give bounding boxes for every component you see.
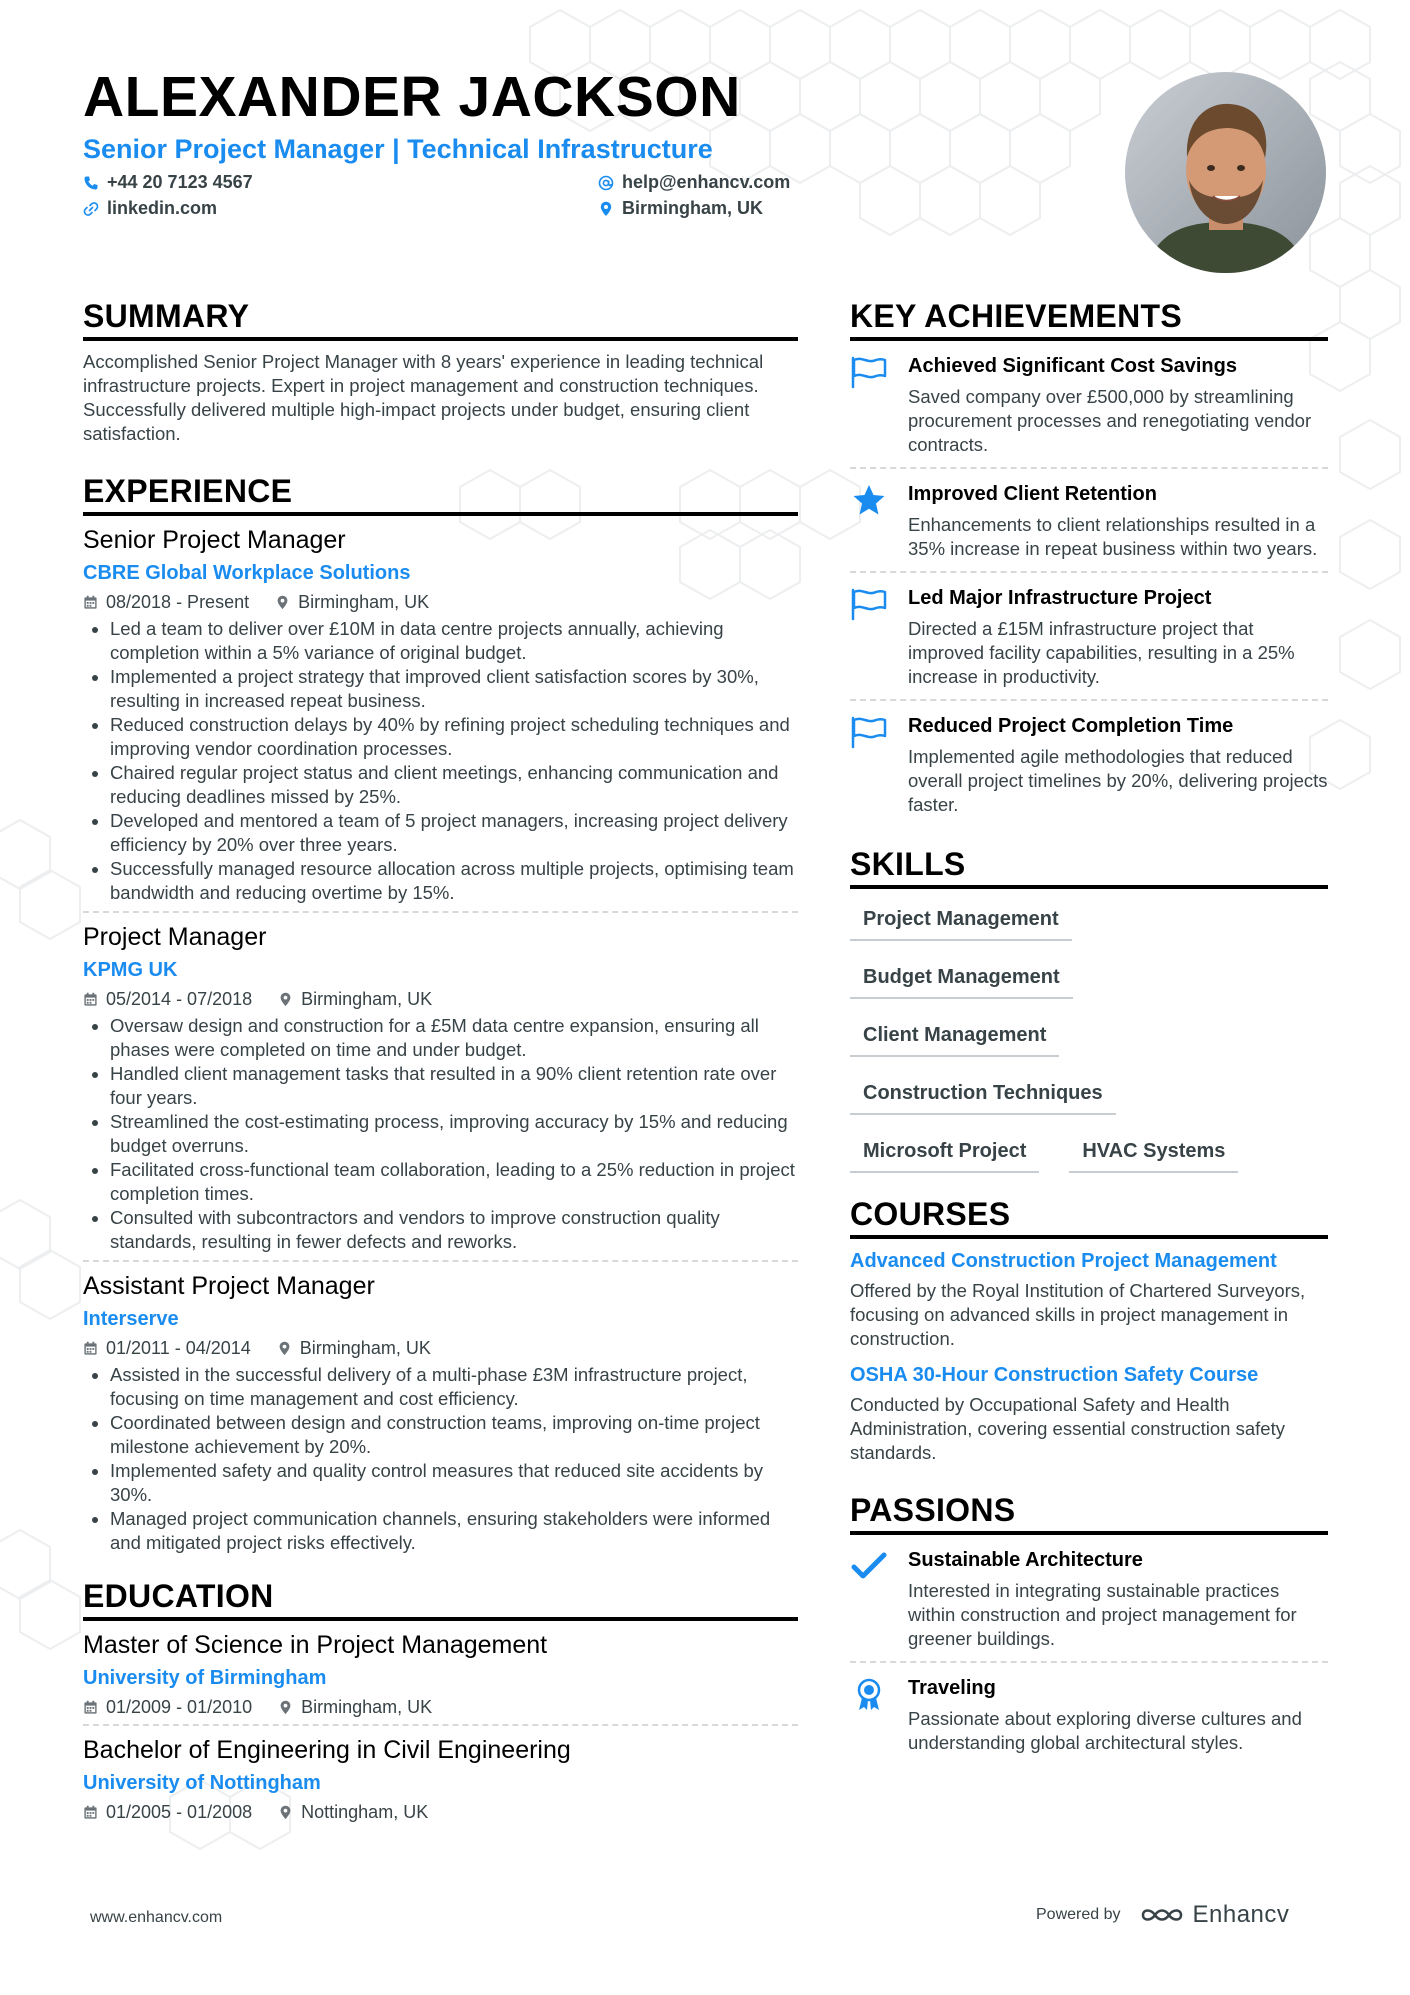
achievement-desc: Enhancements to client relationships resulted in a 35% increase in repeat business within two years. xyxy=(908,514,1318,559)
link-icon xyxy=(83,201,99,217)
flag-icon xyxy=(850,355,888,389)
job-bullet: • Led a team to deliver over £10M in data centre projects annually, achieving completion within a 5% variance of original budget. xyxy=(110,617,798,665)
education-dates-text: 01/2009 - 01/2010 xyxy=(106,1697,253,1717)
footer-website[interactable]: www.enhancv.com xyxy=(90,1909,223,1926)
phone-text: +44 20 7123 4567 xyxy=(107,172,253,192)
divider xyxy=(83,1260,798,1262)
calendar-icon xyxy=(83,595,98,610)
location-pin-icon xyxy=(598,201,614,217)
skill-tag: Budget Management xyxy=(850,957,1073,999)
experience-section xyxy=(83,472,798,1555)
course-item xyxy=(850,1361,1328,1465)
education-meta xyxy=(83,1801,798,1823)
courses-section xyxy=(850,1195,1328,1465)
passions-heading: PASSIONS xyxy=(850,1491,1328,1535)
job-title: Assistant Project Manager xyxy=(83,1272,375,1300)
job-bullets xyxy=(83,1014,798,1254)
profile-photo xyxy=(1125,72,1326,273)
job-entry xyxy=(83,524,798,913)
location-pin-icon xyxy=(277,1341,292,1356)
powered-by-label: Powered by xyxy=(1036,1906,1121,1923)
medal-icon xyxy=(850,1677,888,1711)
job-location-text: Birmingham, UK xyxy=(301,989,433,1009)
education-heading: EDUCATION xyxy=(83,1577,798,1621)
job-dates xyxy=(83,988,252,1010)
achievement-title: Improved Client Retention xyxy=(908,483,1157,505)
education-location xyxy=(278,1696,432,1718)
job-bullet: • Implemented a project strategy that improved client satisfaction scores by 30%, resulting in increased repeat business. xyxy=(110,665,798,713)
right-column xyxy=(850,297,1328,1765)
job-entry xyxy=(83,921,798,1262)
enhancv-logo[interactable] xyxy=(1139,1901,1290,1929)
education-dates xyxy=(83,1696,252,1718)
check-icon xyxy=(850,1549,888,1583)
calendar-icon xyxy=(83,1805,98,1820)
flag-icon xyxy=(850,715,888,749)
skill-tag: Client Management xyxy=(850,1015,1059,1057)
education-entry xyxy=(83,1734,798,1823)
education-section xyxy=(83,1577,798,1823)
phone-icon xyxy=(83,175,99,191)
degree-title: Master of Science in Project Management xyxy=(83,1631,548,1659)
passion-desc: Interested in integrating sustainable practices within construction and project management for greener buildings. xyxy=(908,1580,1297,1649)
linkedin-text: linkedin.com xyxy=(107,198,218,218)
job-meta xyxy=(83,1337,798,1359)
courses-heading: COURSES xyxy=(850,1195,1328,1239)
job-dates-text: 08/2018 - Present xyxy=(106,592,250,612)
email-contact[interactable] xyxy=(598,172,790,193)
job-bullet: • Handled client management tasks that resulted in a 90% client retention rate over four years. xyxy=(110,1062,798,1110)
course-title: Advanced Construction Project Management xyxy=(850,1250,1277,1272)
education-dates xyxy=(83,1801,252,1823)
location-pin-icon xyxy=(278,1805,293,1820)
course-desc: Conducted by Occupational Safety and Health Administration, covering essential construction safety standards. xyxy=(850,1394,1285,1463)
location-pin-icon xyxy=(278,1700,293,1715)
job-bullet: • Consulted with subcontractors and vendors to improve construction quality standards, resulting in fewer defects and reworks. xyxy=(110,1206,798,1254)
flag-icon xyxy=(850,587,888,621)
achievement-item xyxy=(850,341,1328,469)
degree-title: Bachelor of Engineering in Civil Engineering xyxy=(83,1736,571,1764)
job-title: Senior Project Manager xyxy=(83,526,346,554)
job-location xyxy=(275,591,429,613)
passions-section xyxy=(850,1491,1328,1765)
divider xyxy=(83,1724,798,1726)
job-dates-text: 01/2011 - 04/2014 xyxy=(106,1338,251,1358)
achievement-title: Led Major Infrastructure Project xyxy=(908,587,1212,609)
education-meta xyxy=(83,1696,798,1718)
achievement-desc: Implemented agile methodologies that reduced overall project timelines by 20%, delivering projects faster. xyxy=(908,746,1328,815)
achievements-section xyxy=(850,297,1328,827)
job-bullet: • Coordinated between design and construction teams, improving on-time project milestone achievement by 20%. xyxy=(110,1411,798,1459)
education-location-text: Birmingham, UK xyxy=(301,1697,433,1717)
skill-tag: Construction Techniques xyxy=(850,1073,1116,1115)
candidate-name: ALEXANDER JACKSON xyxy=(83,65,741,129)
location-pin-icon xyxy=(278,992,293,1007)
job-bullets xyxy=(83,617,798,905)
summary-heading: SUMMARY xyxy=(83,297,798,341)
achievements-heading: KEY ACHIEVEMENTS xyxy=(850,297,1328,341)
education-entry xyxy=(83,1629,798,1726)
summary-text: Accomplished Senior Project Manager with 8 years' experience in leading technical infrastructure projects. Expert in project management and construction techniques. Successfully delivered multiple high-impact projects under budget, ensuring client satisfaction. xyxy=(83,351,764,444)
skills-heading: SKILLS xyxy=(850,845,1328,889)
avatar xyxy=(1125,72,1326,273)
job-bullet: • Streamlined the cost-estimating process, improving accuracy by 15% and reducing budget overruns. xyxy=(110,1110,798,1158)
passion-item xyxy=(850,1535,1328,1663)
job-bullet: • Successfully managed resource allocation across multiple projects, optimising team bandwidth and reducing overtime by 15%. xyxy=(110,857,798,905)
job-bullets xyxy=(83,1363,798,1555)
job-bullet: • Facilitated cross-functional team collaboration, leading to a 25% reduction in project completion times. xyxy=(110,1158,798,1206)
job-meta xyxy=(83,988,798,1010)
job-bullet: • Developed and mentored a team of 5 project managers, increasing project delivery efficiency by 20% over three years. xyxy=(110,809,798,857)
email-text: help@enhancv.com xyxy=(622,172,791,192)
achievement-title: Achieved Significant Cost Savings xyxy=(908,355,1237,377)
education-location xyxy=(278,1801,428,1823)
job-location xyxy=(277,1337,431,1359)
candidate-title: Senior Project Manager | Technical Infrastructure xyxy=(83,134,713,164)
at-icon xyxy=(598,175,614,191)
job-dates xyxy=(83,591,249,613)
job-bullet: • Managed project communication channels, ensuring stakeholders were informed and mitigated project risks effectively. xyxy=(110,1507,798,1555)
skill-tag: Project Management xyxy=(850,899,1072,941)
course-item xyxy=(850,1247,1328,1351)
job-location-text: Birmingham, UK xyxy=(299,1338,431,1358)
job-bullet: • Reduced construction delays by 40% by refining project scheduling techniques and improving vendor coordination processes. xyxy=(110,713,798,761)
brand-name: Enhancv xyxy=(1192,1901,1290,1928)
job-title: Project Manager xyxy=(83,923,267,951)
company-name: Interserve xyxy=(83,1308,179,1330)
linkedin-contact[interactable] xyxy=(83,198,217,219)
passion-desc: Passionate about exploring diverse cultures and understanding global architectural styles. xyxy=(908,1708,1302,1753)
divider xyxy=(83,911,798,913)
phone-contact xyxy=(83,172,253,193)
company-name: KPMG UK xyxy=(83,959,178,981)
location-contact xyxy=(598,198,763,219)
company-name: CBRE Global Workplace Solutions xyxy=(83,562,411,584)
experience-heading: EXPERIENCE xyxy=(83,472,798,516)
summary-section xyxy=(83,297,798,446)
calendar-icon xyxy=(83,1341,98,1356)
location-pin-icon xyxy=(275,595,290,610)
job-location-text: Birmingham, UK xyxy=(298,592,430,612)
job-meta xyxy=(83,591,798,613)
enhancv-logo-icon xyxy=(1139,1903,1185,1927)
achievement-item xyxy=(850,701,1328,827)
location-text: Birmingham, UK xyxy=(622,198,764,218)
job-location xyxy=(278,988,432,1010)
calendar-icon xyxy=(83,1700,98,1715)
school-name: University of Birmingham xyxy=(83,1667,327,1689)
job-bullet: • Implemented safety and quality control measures that reduced site accidents by 30%. xyxy=(110,1459,798,1507)
course-desc: Offered by the Royal Institution of Chartered Surveyors, focusing on advanced skills in project management in construction. xyxy=(850,1280,1306,1349)
achievement-title: Reduced Project Completion Time xyxy=(908,715,1234,737)
skill-tag: HVAC Systems xyxy=(1069,1131,1238,1173)
course-title: OSHA 30-Hour Construction Safety Course xyxy=(850,1364,1259,1386)
job-bullet: • Oversaw design and construction for a £5M data centre expansion, ensuring all phases were completed on time and under budget. xyxy=(110,1014,798,1062)
passion-title: Sustainable Architecture xyxy=(908,1549,1143,1571)
skills-section xyxy=(850,845,1328,1189)
skills-list xyxy=(850,899,1328,1189)
job-entry xyxy=(83,1270,798,1555)
footer-branding xyxy=(1036,1901,1289,1929)
education-location-text: Nottingham, UK xyxy=(301,1802,429,1822)
achievement-item xyxy=(850,573,1328,701)
passion-title: Traveling xyxy=(908,1677,996,1699)
job-dates-text: 05/2014 - 07/2018 xyxy=(106,989,253,1009)
passion-item xyxy=(850,1663,1328,1765)
school-name: University of Nottingham xyxy=(83,1772,321,1794)
job-dates xyxy=(83,1337,251,1359)
left-column xyxy=(83,297,798,1823)
education-dates-text: 01/2005 - 01/2008 xyxy=(106,1802,253,1822)
achievement-desc: Saved company over £500,000 by streamlining procurement processes and renegotiating vendor contracts. xyxy=(908,386,1312,455)
calendar-icon xyxy=(83,992,98,1007)
star-icon xyxy=(850,483,888,517)
achievement-item xyxy=(850,469,1328,573)
skill-tag: Microsoft Project xyxy=(850,1131,1039,1173)
achievement-desc: Directed a £15M infrastructure project that improved facility capabilities, resulting in a 25% increase in productivity. xyxy=(908,618,1295,687)
job-bullet: • Chaired regular project status and client meetings, enhancing communication and reducing deadlines missed by 25%. xyxy=(110,761,798,809)
job-bullet: • Assisted in the successful delivery of a multi-phase £3M infrastructure project, focusing on time management and cost efficiency. xyxy=(110,1363,798,1411)
